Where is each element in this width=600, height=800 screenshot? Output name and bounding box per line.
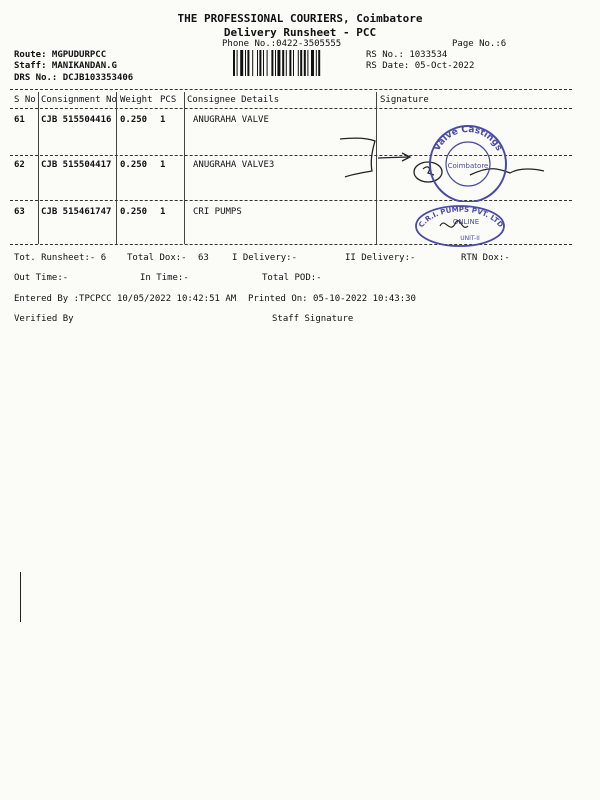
row-consignment: CJB 515504417: [41, 160, 112, 170]
row-consignee: CRI PUMPS: [193, 207, 242, 217]
header-consignee: Consignee Details: [187, 95, 280, 105]
stamp1-top-text: Valve Castings: [432, 124, 504, 153]
row-sno: 62: [14, 160, 25, 170]
company-title: THE PROFESSIONAL COURIERS, Coimbatore: [177, 12, 423, 25]
row-consignment: CJB 515461747: [41, 207, 112, 217]
row-pcs: 1: [160, 115, 166, 125]
i-delivery: I Delivery:-: [232, 253, 298, 263]
header-rule: [10, 108, 572, 109]
row-weight: 0.250: [120, 207, 148, 217]
header-signature: Signature: [380, 95, 429, 105]
margin-mark: [20, 572, 21, 622]
rtn-dox: RTN Dox:-: [461, 253, 510, 263]
staff-label: Staff: MANIKANDAN.G: [14, 61, 117, 71]
out-time: Out Time:-: [14, 273, 69, 283]
printed-on: Printed On: 05-10-2022 10:43:30: [248, 294, 416, 304]
header-weight: Weight: [120, 95, 153, 105]
barcode: [233, 50, 353, 76]
header-pcs: PCS: [160, 95, 177, 105]
row-sno: 63: [14, 207, 25, 217]
route-label: Route: MGPUDURPCC: [14, 50, 107, 60]
in-time: In Time:-: [140, 273, 189, 283]
total-runsheet: Tot. Runsheet:- 6: [14, 253, 107, 263]
stamp2-top-text: C.R.I. PUMPS PVT. LTD: [417, 205, 505, 230]
total-pod: Total POD:-: [262, 273, 322, 283]
sheet-title: Delivery Runsheet - PCC: [223, 26, 377, 39]
row-weight: 0.250: [120, 115, 148, 125]
row-consignment: CJB 515504416: [41, 115, 112, 125]
column-divider: [38, 92, 39, 244]
entered-by: Entered By :TPCPCC 10/05/2022 10:42:51 AM: [14, 294, 237, 304]
rs-number: RS No.: 1033534: [366, 50, 448, 60]
valve-castings-stamp: [418, 118, 518, 202]
row-consignee: ANUGRAHA VALVE: [193, 115, 269, 125]
row-consignee: ANUGRAHA VALVE3: [193, 160, 275, 170]
page-number: Page No.:6: [452, 39, 507, 49]
row-weight: 0.250: [120, 160, 148, 170]
column-divider: [184, 92, 185, 244]
staff-signature: Staff Signature: [272, 314, 354, 324]
column-divider: [116, 92, 117, 244]
stamp2-mid-text: ONLINE: [452, 218, 480, 226]
row-pcs: 1: [160, 207, 166, 217]
header-sno: S No: [14, 95, 36, 105]
header-consignment: Consignment No: [41, 95, 117, 105]
rs-date: RS Date: 05-Oct-2022: [366, 61, 475, 71]
verified-by: Verified By: [14, 314, 74, 324]
row-sno: 61: [14, 115, 25, 125]
row-pcs: 1: [160, 160, 166, 170]
total-dox-value: 63: [198, 253, 209, 263]
ii-delivery: II Delivery:-: [345, 253, 416, 263]
phone-number: Phone No.:0422-3505555: [222, 39, 342, 49]
stamp1-mid-text: Coimbatore: [447, 162, 489, 170]
table-top-rule: [10, 89, 572, 90]
stamp2-bottom-text: UNIT-II: [460, 235, 480, 242]
cri-pumps-stamp: [410, 196, 510, 248]
total-dox-label: Total Dox:-: [127, 253, 187, 263]
drs-number: DRS No.: DCJB103353406: [14, 73, 134, 83]
svg-text:Valve Castings: [432, 125, 503, 153]
